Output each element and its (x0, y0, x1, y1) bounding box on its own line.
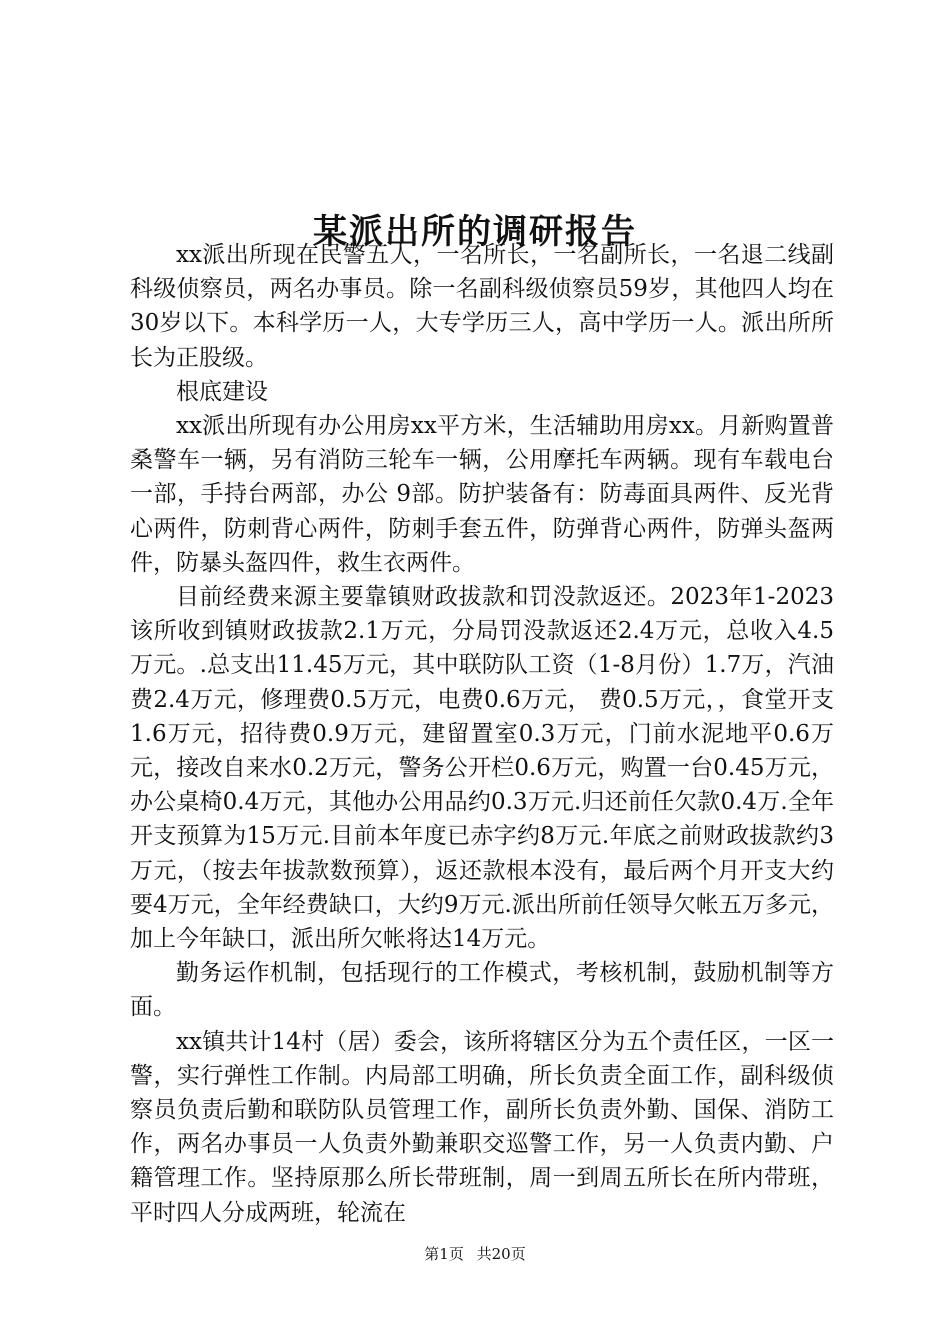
paragraph-staffing: xx派出所现在民警五人，一名所长，一名副所长，一名退二线副科级侦察员，两名办事员。除一名副科级侦察员59岁，其他四人均在30岁以下。本科学历一人，大专学历三人，高中学历一人。派出所所长为正股级。 (130, 242, 834, 371)
paragraph-duty-details: xx镇共计14村（居）委会，该所将辖区分为五个责任区，一区一警，实行弹性工作制。内局部工明确，所长负责全面工作，副科级侦察员负责后勤和联防队员管理工作，副所长负责外勤、国保、消防工作，两名办事员一人负责外勤兼职交巡警工作，另一人负责内勤、户籍管理工作。坚持原那么所长带班制，周一到周五所长在所内带班，平时四人分成两班，轮流在 (130, 1028, 834, 1226)
paragraph-duty-mechanism: 勤务运作机制，包括现行的工作模式，考核机制，鼓励机制等方面。 (130, 960, 834, 1021)
page-number: 第1页 (424, 1245, 464, 1263)
paragraph-infrastructure: xx派出所现有办公用房xx平方米，生活辅助用房xx。月新购置普桑警车一辆，另有消防三轮车一辆，公用摩托车两辆。现有车载电台一部，手持台两部，办公 9部。防护装备有：防毒面具两件、反光背心两件，防刺背心两件，防刺手套五件，防弹背心两件，防弹头盔两件，防暴头盔四件，救生衣两件。 (130, 413, 834, 576)
paragraph-funding: 目前经费来源主要靠镇财政拔款和罚没款返还。2023年1-2023该所收到镇财政拔款2.1万元，分局罚没款返还2.4万元，总收入4.5万元。.总支出11.45万元，其中联防队工资（1-8月份）1.7万，汽油费2.4万元，修理费0.5万元，电费0.6万元， 费0.5万元，，食堂开支1.6万元，招待费0.9万元，建留置室0.3万元，门前水泥地平0.6万元，接改自来水0.2万元，警务公开栏0.6万元，购置一台0.45万元，办公桌椅0.4万元，其他办公用品约0.3万元.归还前任欠款0.4万.全年开支预算为15万元.目前本年度已赤字约8万元.年底之前财政拔款约3万元，（按去年拔款数预算），返还款根本没有，最后两个月开支大约要4万元，全年经费缺口，大约9万元.派出所前任领导欠帐五万多元，加上今年缺口，派出所欠帐将达14万元。 (130, 584, 834, 953)
page-footer (0, 1244, 950, 1264)
document-body (130, 238, 834, 1230)
document-title: 某派出所的调研报告 (313, 211, 637, 252)
section-heading-infrastructure: 根底建设 (176, 378, 268, 405)
page-total: 共20页 (476, 1245, 526, 1263)
